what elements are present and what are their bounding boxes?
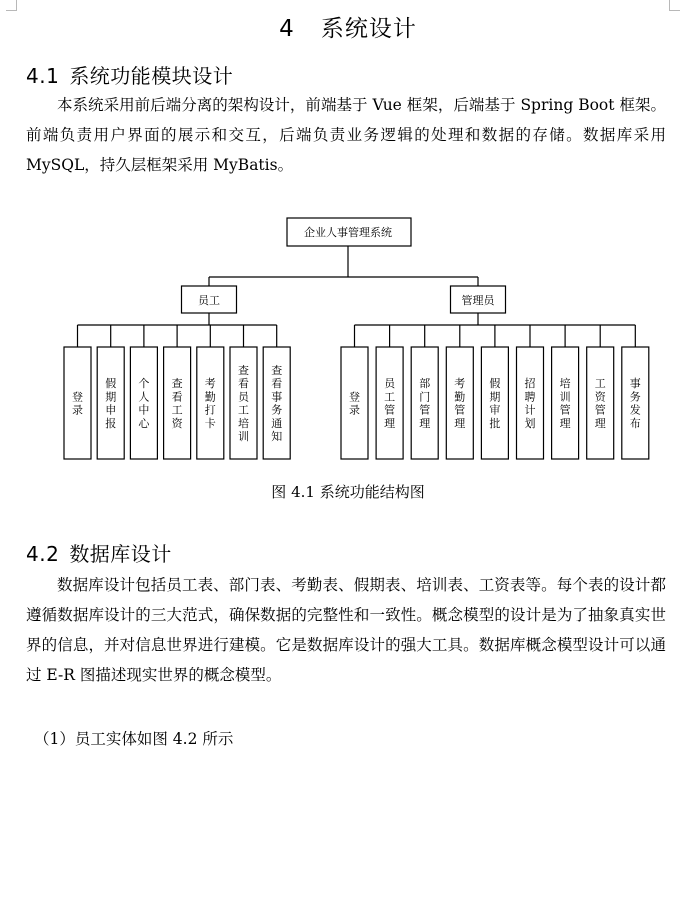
chapter-title: 系统设计: [320, 16, 417, 42]
leaf-node-label: 登录: [349, 390, 360, 417]
section-4-2-heading: [26, 538, 172, 567]
leaf-node-label: 事务发布: [629, 377, 641, 430]
root-node-label: 企业人事管理系统: [304, 226, 392, 239]
leaf-node-label: 培训管理: [559, 377, 571, 430]
leaf-node-label: 招聘计划: [524, 377, 536, 430]
section-4-1-title: 系统功能模块设计: [69, 64, 234, 88]
leaf-node-label: 查看事务通知: [271, 364, 283, 443]
section-4-1-paragraph: 本系统采用前后端分离的架构设计，前端基于 Vue 框架，后端基于 Spring Boot 框架。前端负责用户界面的展示和交互，后端负责业务逻辑的处理和数据的存储。数据库采用 MySQL，持久层框架采用 MyBatis。: [26, 96, 666, 174]
section-4-1-number: 4.1: [26, 64, 60, 88]
leaf-node-label: 假期审批: [489, 377, 501, 430]
leaf-node-label: 部门管理: [419, 377, 431, 430]
chapter-number: 4: [279, 16, 295, 42]
leaf-node-label: 工资管理: [594, 377, 606, 430]
figure-caption: 图 4.1 系统功能结构图: [271, 483, 425, 501]
leaf-node-label: 查看员工培训: [238, 364, 249, 443]
leaf-node-label: 考勤管理: [454, 377, 466, 430]
entity-list-item: （1）员工实体如图 4.2 所示: [34, 730, 234, 748]
leaf-node-label: 个人中心: [138, 377, 150, 430]
leaf-node-label: 考勤打卡: [204, 377, 216, 430]
leaf-node-label: 假期申报: [105, 377, 117, 430]
section-4-2-paragraph: 数据库设计包括员工表、部门表、考勤表、假期表、培训表、工资表等。每个表的设计都遵循数据库设计的三大范式，确保数据的完整性和一致性。概念模型的设计是为了抽象真实世界的信息，并对信息世界进行建模。它是数据库设计的强大工具。数据库概念模型设计可以通过 E-R 图描述现实世界的概念模型。: [26, 576, 666, 684]
section-4-2-title: 数据库设计: [69, 542, 172, 566]
leaf-node-label: 员工管理: [384, 377, 396, 430]
branch-node-label: 管理员: [461, 294, 495, 307]
section-4-2-number: 4.2: [26, 542, 60, 566]
leaf-node-label: 登录: [72, 390, 83, 417]
leaf-node-label: 查看工资: [171, 377, 183, 430]
branch-node-label: 员工: [198, 294, 220, 307]
